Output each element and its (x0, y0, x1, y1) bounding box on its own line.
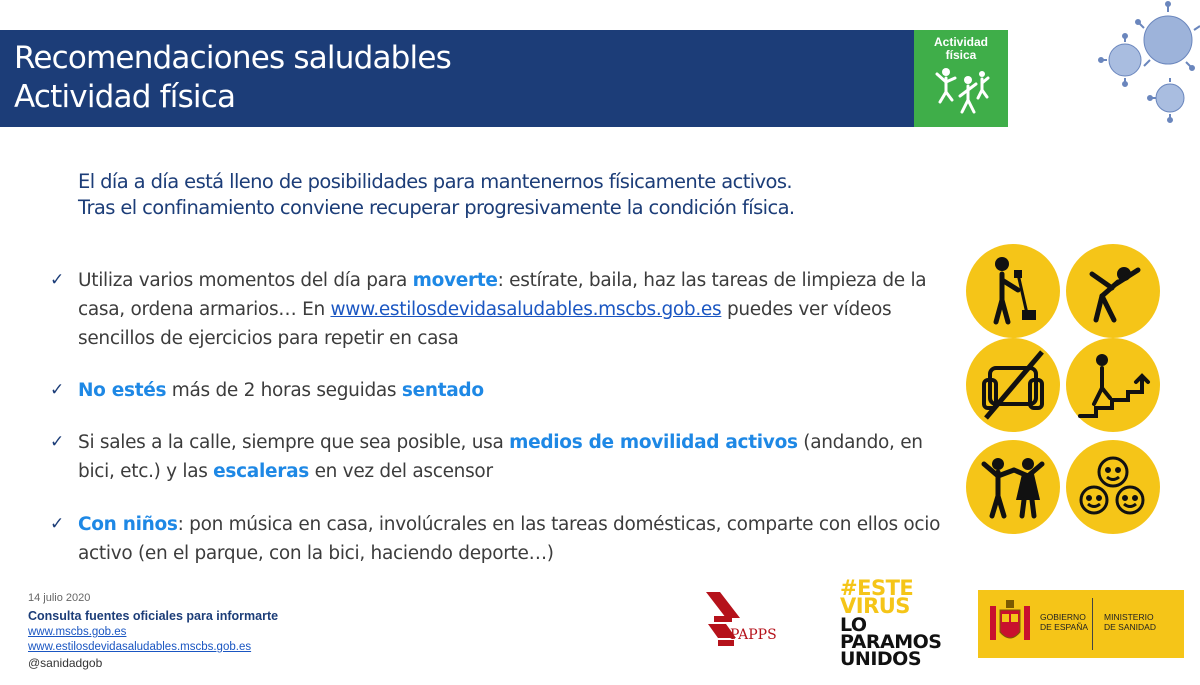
ministerio-label-1: MINISTERIO (1104, 612, 1154, 622)
text-span: : estírate, baila, haz las tareas de limpieza de la casa, ordena armarios… En (78, 270, 927, 320)
website-link[interactable]: www.estilosdevidasaludables.mscbs.gob.es (330, 299, 722, 320)
text-span: puedes ver vídeos sencillos de ejercicios para repetir en casa (78, 299, 892, 349)
text-span: en vez del ascensor (309, 461, 493, 482)
check-icon: ✓ (50, 514, 64, 534)
coat-of-arms-icon (984, 596, 1036, 652)
stairs-climbing-icon (1066, 338, 1160, 432)
bullet-text (78, 428, 958, 486)
badge-label-1: Actividad (933, 35, 988, 49)
activity-badge (914, 30, 1008, 127)
logo-divider (1092, 598, 1093, 650)
children-faces-icon (1066, 440, 1160, 534)
check-icon: ✓ (50, 270, 64, 290)
text-span: : pon música en casa, involúcrales en las tareas domésticas, comparte con ellos ocio activo (en el parque, con la bici, haciendo deporte…) (78, 514, 941, 564)
no-sofa-icon (966, 338, 1060, 432)
badge-label-2: física (945, 48, 977, 62)
keyword: Con niños (78, 514, 178, 535)
ministry-link[interactable]: www.mscbs.gob.es (28, 626, 127, 638)
page-subtitle: Actividad física (14, 79, 236, 115)
keyword: moverte (412, 270, 498, 291)
papps-label: PAPPS (730, 627, 777, 643)
campaign-paramos: PARAMOS (840, 631, 942, 653)
text-span: más de 2 horas seguidas (166, 380, 402, 401)
page-title: Recomendaciones saludables (14, 40, 451, 76)
date-label: 14 julio 2020 (28, 592, 91, 604)
campaign-hashtag: #ESTE (840, 576, 914, 600)
intro-line-2: Tras el confinamiento conviene recuperar progresivamente la condición física. (78, 196, 795, 219)
lifestyle-link[interactable]: www.estilosdevidasaludables.mscbs.gob.es (28, 641, 252, 653)
gobierno-label-1: GOBIERNO (1040, 612, 1086, 622)
campaign-lo: LO (840, 614, 867, 636)
jumping-people-icon (932, 66, 992, 116)
cleaning-icon (966, 244, 1060, 338)
bullet-text (78, 376, 958, 405)
bullet-text (78, 510, 958, 568)
keyword: medios de movilidad activos (509, 432, 798, 453)
text-span: Si sales a la calle, siempre que sea posible, usa (78, 432, 510, 453)
keyword: sentado (401, 380, 484, 401)
dancing-couple-icon (966, 440, 1060, 534)
virus-decoration-icon (1090, 0, 1200, 130)
header-banner (0, 30, 1008, 127)
stretching-icon (1066, 244, 1160, 338)
keyword: No estés (78, 380, 167, 401)
social-handle: @sanidadgob (28, 656, 103, 670)
campaign-virus: VIRUS (840, 594, 910, 618)
ministerio-label-2: DE SANIDAD (1104, 622, 1156, 632)
check-icon: ✓ (50, 380, 64, 400)
intro-line-1: El día a día está lleno de posibilidades para mantenernos físicamente activos. (78, 170, 792, 193)
text-span: Utiliza varios momentos del día para (78, 270, 413, 291)
campaign-unidos: UNIDOS (840, 648, 922, 670)
bullet-text (78, 266, 958, 353)
keyword: escaleras (213, 461, 309, 482)
gobierno-label-2: DE ESPAÑA (1040, 622, 1089, 632)
text-span: (andando, en bici, etc.) y las (78, 432, 923, 482)
consult-label: Consulta fuentes oficiales para informarte (28, 609, 279, 623)
check-icon: ✓ (50, 432, 64, 452)
